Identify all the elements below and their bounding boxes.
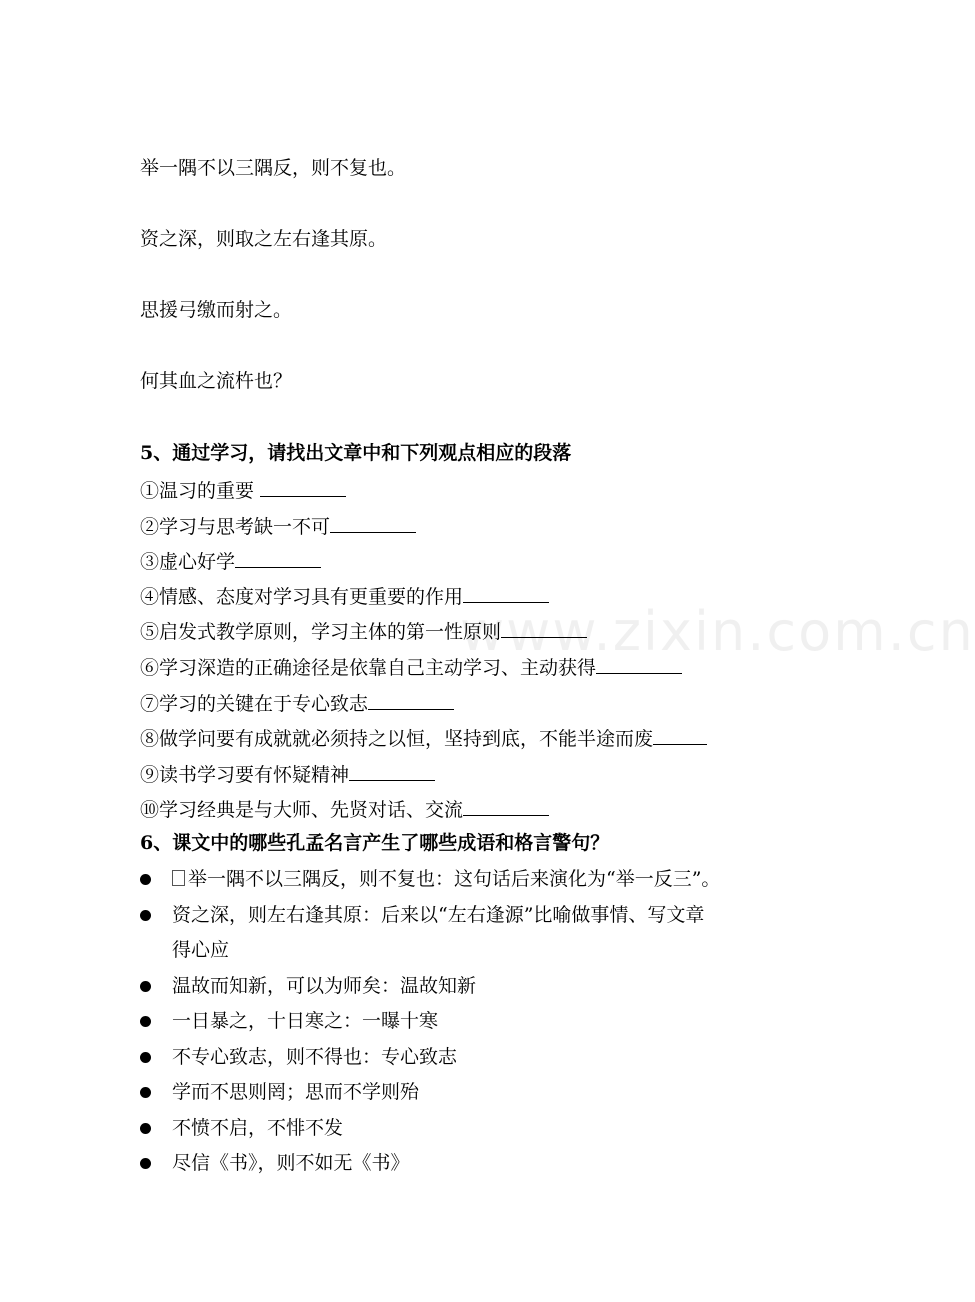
bullet-text: 不专心致志，则不得也：专心致志 <box>172 1046 458 1068</box>
item-text: ⑨读书学习要有怀疑精神 <box>140 764 350 786</box>
answer-blank[interactable] <box>368 689 454 710</box>
bullet-icon <box>140 1052 151 1063</box>
bullet-icon <box>140 1087 151 1098</box>
bullet-icon <box>140 1158 151 1169</box>
answer-blank[interactable] <box>349 760 435 781</box>
item-text: ②学习与思考缺一不可 <box>140 516 331 538</box>
quote-line-1: 举一隅不以三隅反，则不复也。 <box>140 157 407 179</box>
item-text: ①温习的重要 <box>140 480 261 502</box>
bullet-icon <box>140 981 151 992</box>
item-text: ④情感、态度对学习具有更重要的作用 <box>140 586 464 608</box>
answer-blank[interactable] <box>463 795 549 816</box>
answer-blank[interactable] <box>653 724 707 745</box>
bullet-text: 得心应 <box>172 939 230 961</box>
answer-blank[interactable] <box>235 547 321 568</box>
answer-blank[interactable] <box>260 476 346 497</box>
section-6-heading: 6、课文中的哪些孔孟名言产生了哪些成语和格言警句？ <box>140 832 610 854</box>
answer-blank[interactable] <box>330 512 416 533</box>
item-text: ⑧做学问要有成就就必须持之以恒，坚持到底，不能半途而废 <box>140 728 654 750</box>
bullet-text: 不愤不启，不悱不发 <box>172 1117 344 1139</box>
bullet-icon <box>140 1123 151 1134</box>
bullet-text: 举一隅不以三隅反，则不复也：这句话后来演化为“举一反三”。 <box>188 868 721 890</box>
bullet-icon <box>140 874 151 885</box>
bullet-text: 温故而知新，可以为师矣：温故知新 <box>172 975 477 997</box>
watermark: www.zixin.com.cn <box>460 600 975 663</box>
section-5-heading: 5、通过学习，请找出文章中和下列观点相应的段落 <box>140 442 572 464</box>
quote-line-4: 何其血之流杵也？ <box>140 370 293 392</box>
section-5-item <box>140 547 321 575</box>
item-text: ⑦学习的关键在于专心致志 <box>140 693 369 715</box>
item-text: ⑤启发式教学原则，学习主体的第一性原则 <box>140 621 502 643</box>
bullet-text: 学而不思则罔；思而不学则殆 <box>172 1081 420 1103</box>
item-text: ⑩学习经典是与大师、先贤对话、交流 <box>140 799 464 821</box>
section-5-item <box>140 760 435 788</box>
quote-line-3: 思援弓缴而射之。 <box>140 299 293 321</box>
section-5-item <box>140 724 707 752</box>
bullet-text: 尽信《书》，则不如无《书》 <box>172 1152 410 1174</box>
section-5-item <box>140 689 454 717</box>
item-text: ⑥学习深造的正确途径是依靠自己主动学习、主动获得 <box>140 657 597 679</box>
bullet-text: 资之深，则左右逢其原：后来以“左右逢源”比喻做事情、写文章 <box>172 904 705 926</box>
missing-glyph-icon <box>172 870 185 886</box>
bullet-icon <box>140 1016 151 1027</box>
quote-line-2: 资之深，则取之左右逢其原。 <box>140 228 388 250</box>
section-5-item <box>140 476 346 504</box>
section-5-item <box>140 795 549 823</box>
bullet-text: 一日暴之，十日寒之：一曝十寒 <box>172 1010 439 1032</box>
item-text: ③虚心好学 <box>140 551 236 573</box>
bullet-icon <box>140 910 151 921</box>
section-5-item <box>140 512 416 540</box>
